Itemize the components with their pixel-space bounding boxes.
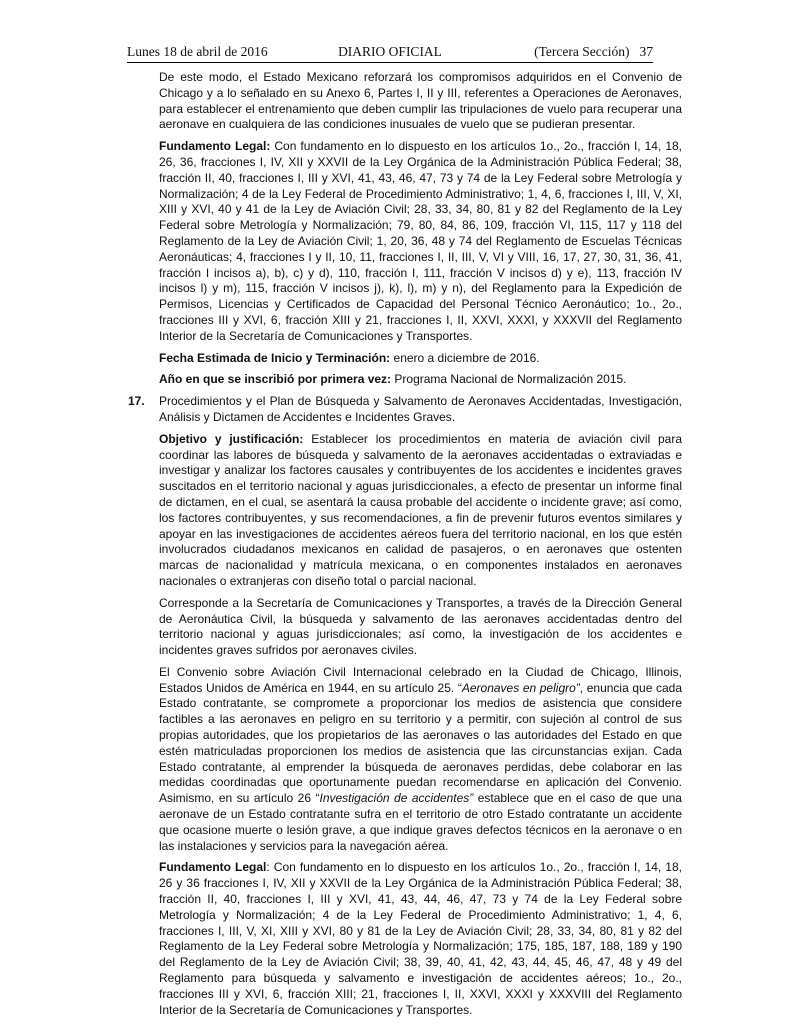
fecha-text: enero a diciembre de 2016. xyxy=(390,350,540,365)
header-publication: DIARIO OFICIAL xyxy=(338,44,442,59)
header-page-number: 37 xyxy=(639,44,653,59)
convenio-text-c: establece que en el caso de que una aeronave de un Estado contratante sufra en el territorio de otro Estado contratante un accidente que ocasione muerte o lesión grave, a que indique graves defectos técnicos en la aeronave o en las instalaciones y servicios para la navegación aérea. xyxy=(159,791,682,853)
page-body xyxy=(128,70,682,1024)
header-date: Lunes 18 de abril de 2016 xyxy=(127,44,268,59)
item-number: 17. xyxy=(128,394,145,409)
page-header xyxy=(127,44,653,63)
convenio-paragraph xyxy=(159,665,682,855)
convenio-text-b: , enuncia que cada Estado contratante, se compromete a proporcionar los medios de asistencia que considere factibles a las aeronaves en peligro en su territorio y a permitir, con sujeción al control de sus propias autoridades, que los propietarios de las aeronaves o las autoridades del Estado en que estén matriculadas proporcionen los medios de asistencia que las circunstancias exijan. Cada Estado contratante, al emprender la búsqueda de aeronaves perdidas, debe colaborar en las medidas coordinadas que oportunamente puedan recomendarse en aplicación del Convenio. Asimismo, en su artículo 26 “ xyxy=(159,680,682,806)
header-section: (Tercera Sección) xyxy=(534,44,630,59)
convenio-text-a: El Convenio sobre Aviación Civil Internacional celebrado en la Ciudad de Chicago, Illinois, Estados Unidos de América en 1944, en su artículo 25. “ xyxy=(159,664,682,695)
item-17 xyxy=(128,394,682,426)
intro-paragraph: De este modo, el Estado Mexicano reforzará los compromisos adquiridos en el Convenio de Chicago y a lo señalado en su Anexo 6, Partes I, II y III, referentes a Operaciones de Aeronaves, para establecer el entrenamiento que deben cumplir las tripulaciones de vuelo para recuperar una aeronave en cualquiera de las condiciones inusuales de vuelo que se pudieran presentar. xyxy=(159,70,682,132)
fundamento-legal-text-2: : Con fundamento en lo dispuesto en los artículos 1o., 2o., fracción I, 14, 18, 26 y 36 fracciones I, IV, XII y XXVII de la Ley Orgánica de la Administración Pública Federal; 38, fracción II, 40, fracciones I, III y XVI, 41, 43, 44, 46, 47, 73 y 74 de la Ley Federal sobre Metrología y Normalización; 4 de la Ley Federal de Procedimiento Administrativo; 1, 4, 6, fracciones I, III, V, XI, XIII y XVI, 80 y 81 de la Ley de Aviación Civil; 28, 33, 34, 80, 81 y 82 del Reglamento de la Ley Federal sobre Metrología y Normalización; 175, 185, 187, 188, 189 y 190 del Reglamento de la Ley de Aviación Civil; 38, 39, 40, 41, 42, 43, 44, 45, 46, 47, 48 y 49 del Reglamento para búsqueda y salvamento e investigación de accidentes aéreos; 1o., 2o., fracciones III y XVI, 6, fracción XIII; 21, fracciones I, II, XXVI, XXXI y XXXVIII del Reglamento Interior de la Secretaría de Comunicaciones y Transportes. xyxy=(159,860,682,1017)
fecha-paragraph xyxy=(159,351,682,367)
objetivo-text: Establecer los procedimientos en materia de aviación civil para coordinar las labores de búsqueda y salvamento de la aeronaves accidentadas o extraviadas e investigar y analizar los factores causales y contribuyentes de los accidentes e incidentes graves suscitados en el territorio nacional y aguas jurisdiccionales, a efecto de presentar un informe final de dictamen, en el cual, se asentará la causa probable del accidente o incidente grave; así como, los factores contribuyentes, y sus recomendaciones, a fin de prevenir futuros eventos similares y apoyar en las investigaciones de accidentes aéreos fuera del territorio nacional, en los que estén involucrados ciudadanos mexicanos en calidad de pasajeros, o en aeronaves que ostenten marcas de nacionalidad y matrícula mexicana, o en componentes instalados en aeronaves nacionales o extranjeras con diseño total o parcial nacional. xyxy=(159,431,683,588)
fundamento-legal-paragraph-1 xyxy=(159,139,682,344)
objetivo-paragraph xyxy=(159,432,682,590)
fecha-label: Fecha Estimada de Inicio y Terminación: xyxy=(159,350,391,365)
convenio-emphasis-1: Aeronaves en peligro” xyxy=(461,680,580,695)
fundamento-legal-label-1: Fundamento Legal: xyxy=(159,139,271,154)
fundamento-legal-text-1: Con fundamento en lo dispuesto en los artículos 1o., 2o., fracción I, 14, 18, 26, 36, fracciones I, IV, XII y XXVII de la Ley Orgánica de la Administración Pública Federal; 38, fracción II, 40, fracciones I, III y XVI, 41, 43, 46, 47, 73 y 74 de la Ley Federal sobre Metrología y Normalización; 4 de la Ley Federal de Procedimiento Administrativo; 1, 4, 6, fracciones I, III, V, XI, XIII y XVI, 40 y 41 de la Ley de Aviación Civil; 28, 33, 34, 80, 81 y 82 del Reglamento de la Ley Federal sobre Metrología y Normalización; 79, 80, 84, 86, 109, fracción VI, 115, 117 y 118 del Reglamento de la Ley de Aviación Civil; 1, 20, 36, 48 y 74 del Reglamento de Escuelas Técnicas Aeronáuticas; 4, fracciones I y II, 10, 11, fracciones I, II, III, V, VI y VIII, 16, 17, 27, 30, 31, 36, 41, fracción I incisos a), b), c) y d), 110, fracción I, 111, fracción V incisos d) y e), 113, fracción IV incisos l) y m), 115, fracción V incisos j), k), l), m) y n), del Reglamento para la Expedición de Permisos, Licencias y Certificados de Capacidad del Personal Técnico Aeronáutico; 1o., 2o., fracciones III y XVI, 6, fracción XIII y 21, fracciones I, II, XXVI, XXXI, y XXXVII del Reglamento Interior de la Secretaría de Comunicaciones y Transportes. xyxy=(159,139,682,343)
header-section-page xyxy=(534,44,653,60)
corresponde-paragraph: Corresponde a la Secretaría de Comunicaciones y Transportes, a través de la Dirección General de Aeronáutica Civil, la búsqueda y salvamento de las aeronaves accidentadas dentro del territorio nacional y aguas jurisdiccionales; así como, la investigación de los accidentes e incidentes graves sufridos por aeronaves civiles. xyxy=(159,595,682,658)
item-title: Procedimientos y el Plan de Búsqueda y Salvamento de Aeronaves Accidentadas, Investigación, Análisis y Dictamen de Accidentes e Incidentes Graves. xyxy=(159,394,682,424)
anio-text: Programa Nacional de Normalización 2015. xyxy=(391,372,627,387)
anio-paragraph xyxy=(159,372,682,388)
fundamento-legal-label-2: Fundamento Legal xyxy=(159,860,267,875)
objetivo-label: Objetivo y justificación: xyxy=(159,431,304,446)
fundamento-legal-paragraph-2 xyxy=(159,860,682,1018)
anio-label: Año en que se inscribió por primera vez: xyxy=(159,372,392,387)
convenio-emphasis-2: Investigación de accidentes” xyxy=(319,791,474,806)
